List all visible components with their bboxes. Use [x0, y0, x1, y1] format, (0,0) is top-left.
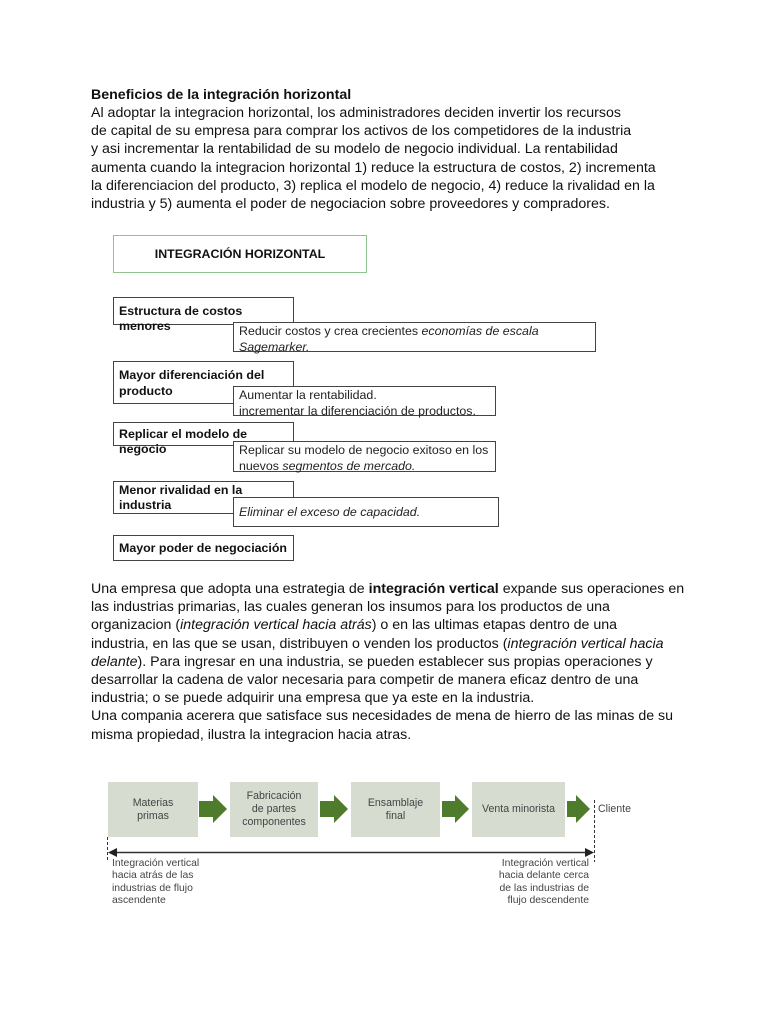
note-line: flujo descendente [507, 895, 589, 907]
vertical-line: misma propiedad, ilustra la integracion hacia atras. [91, 726, 412, 743]
note-forward [499, 858, 589, 908]
flow-line: Ensamblaje [367, 796, 424, 809]
vertical-line: las industrias primarias, las cuales generan los insumos para los productos de una [91, 599, 610, 616]
benefit-label-line: producto [119, 384, 173, 398]
flow-line: primas [137, 809, 169, 822]
flow-line: final [385, 809, 406, 822]
flow-end-client: Cliente [598, 803, 631, 815]
desc-em: economías de escala [421, 324, 539, 338]
note-line: Integración vertical [501, 858, 589, 869]
benefit-label: Mayor poder de negociación [119, 541, 287, 555]
desc-line: Aumentar la rentabilidad. [239, 388, 377, 402]
flow-line: componentes [242, 816, 306, 828]
benefit-label: Replicar el modelo de negocio [119, 427, 248, 456]
text: industria, en las que se usan, distribuyen o venden los productos ( [91, 635, 508, 652]
benefit-label-line: Mayor diferenciación del [119, 368, 265, 382]
arrowhead-right-icon [585, 848, 594, 857]
arrowhead-left-icon [108, 848, 117, 857]
intro-line: la diferenciacion del producto, 3) replica el modelo de negocio, 4) reduce la rivalidad en la [91, 177, 655, 194]
desc-em: Eliminar el exceso de capacidad. [239, 504, 421, 519]
text: expande sus operaciones en [498, 581, 685, 597]
flow-line: de partes [251, 803, 297, 815]
text-em: integración vertical hacia atrás [180, 617, 372, 634]
vertical-line: industria; o se puede adquirir una empresa que ya este en la industria. [91, 690, 535, 707]
flow-line: Venta minorista [481, 803, 556, 815]
intro-line: Al adoptar la integracion horizontal, los administradores deciden invertir los recursos [91, 105, 621, 121]
note-line: hacia delante cerca [498, 870, 589, 882]
text-em: delante [91, 653, 138, 670]
diagram-title: INTEGRACIÓN HORIZONTAL [154, 247, 326, 261]
desc-em: Sagemarker. [239, 340, 310, 354]
intro-line: y asi incrementar la rentabilidad de su modelo de negocio individual. La rentabilidad [91, 141, 618, 158]
flow-arrow-icon [320, 795, 348, 823]
flow-line: Fabricación [246, 790, 302, 802]
note-backward [112, 858, 199, 908]
text: ). Para ingresar en una industria, se pueden establecer sus propias operaciones y [137, 653, 653, 670]
intro-line: aumenta cuando la integracion horizontal 1) reduce la estructura de costos, 2) incrementa [91, 159, 656, 176]
desc-text: nuevos [239, 459, 283, 473]
text: organizacion ( [91, 617, 181, 634]
flow-line: Materias [132, 796, 174, 809]
text-strong: integración vertical [368, 581, 499, 597]
note-line: Integración vertical [112, 858, 200, 869]
benefit-label: Estructura de costos menores [119, 304, 243, 333]
text-em: integración vertical hacia [507, 635, 664, 652]
intro-line: industria y 5) aumenta el poder de negociacion sobre proveedores y compradores. [91, 196, 610, 213]
flow-arrow-icon [567, 795, 590, 823]
flow-arrow-icon [199, 795, 227, 823]
benefit-label-line: Menor rivalidad en la [119, 483, 243, 497]
benefit-label-line: industria [119, 497, 172, 512]
note-line: hacia atrás de las [112, 870, 194, 882]
flow-arrow-icon [442, 795, 469, 823]
note-line: ascendente [112, 895, 166, 907]
text: Una empresa que adopta una estrategia de [91, 581, 369, 597]
desc-line: incrementar la diferenciación de productos. [239, 404, 476, 418]
desc-em: segmentos de mercado. [282, 459, 416, 473]
text: ) o en las ultimas etapas dentro de una [371, 617, 618, 634]
note-line: industrias de flujo [112, 882, 193, 894]
section-heading: Beneficios de la integración horizontal [91, 87, 352, 103]
note-line: de las industrias de [499, 882, 589, 894]
desc-text: Reducir costos y crea crecientes [239, 324, 422, 338]
intro-line: de capital de su empresa para comprar los activos de los competidores de la industria [91, 123, 632, 140]
vertical-line: desarrollar la cadena de valor necesaria para competir de manera eficaz dentro de una [91, 672, 639, 689]
vertical-line: Una compania acerera que satisface sus necesidades de mena de hierro de las minas de su [91, 708, 674, 725]
desc-line: Replicar su modelo de negocio exitoso en los [239, 443, 489, 457]
